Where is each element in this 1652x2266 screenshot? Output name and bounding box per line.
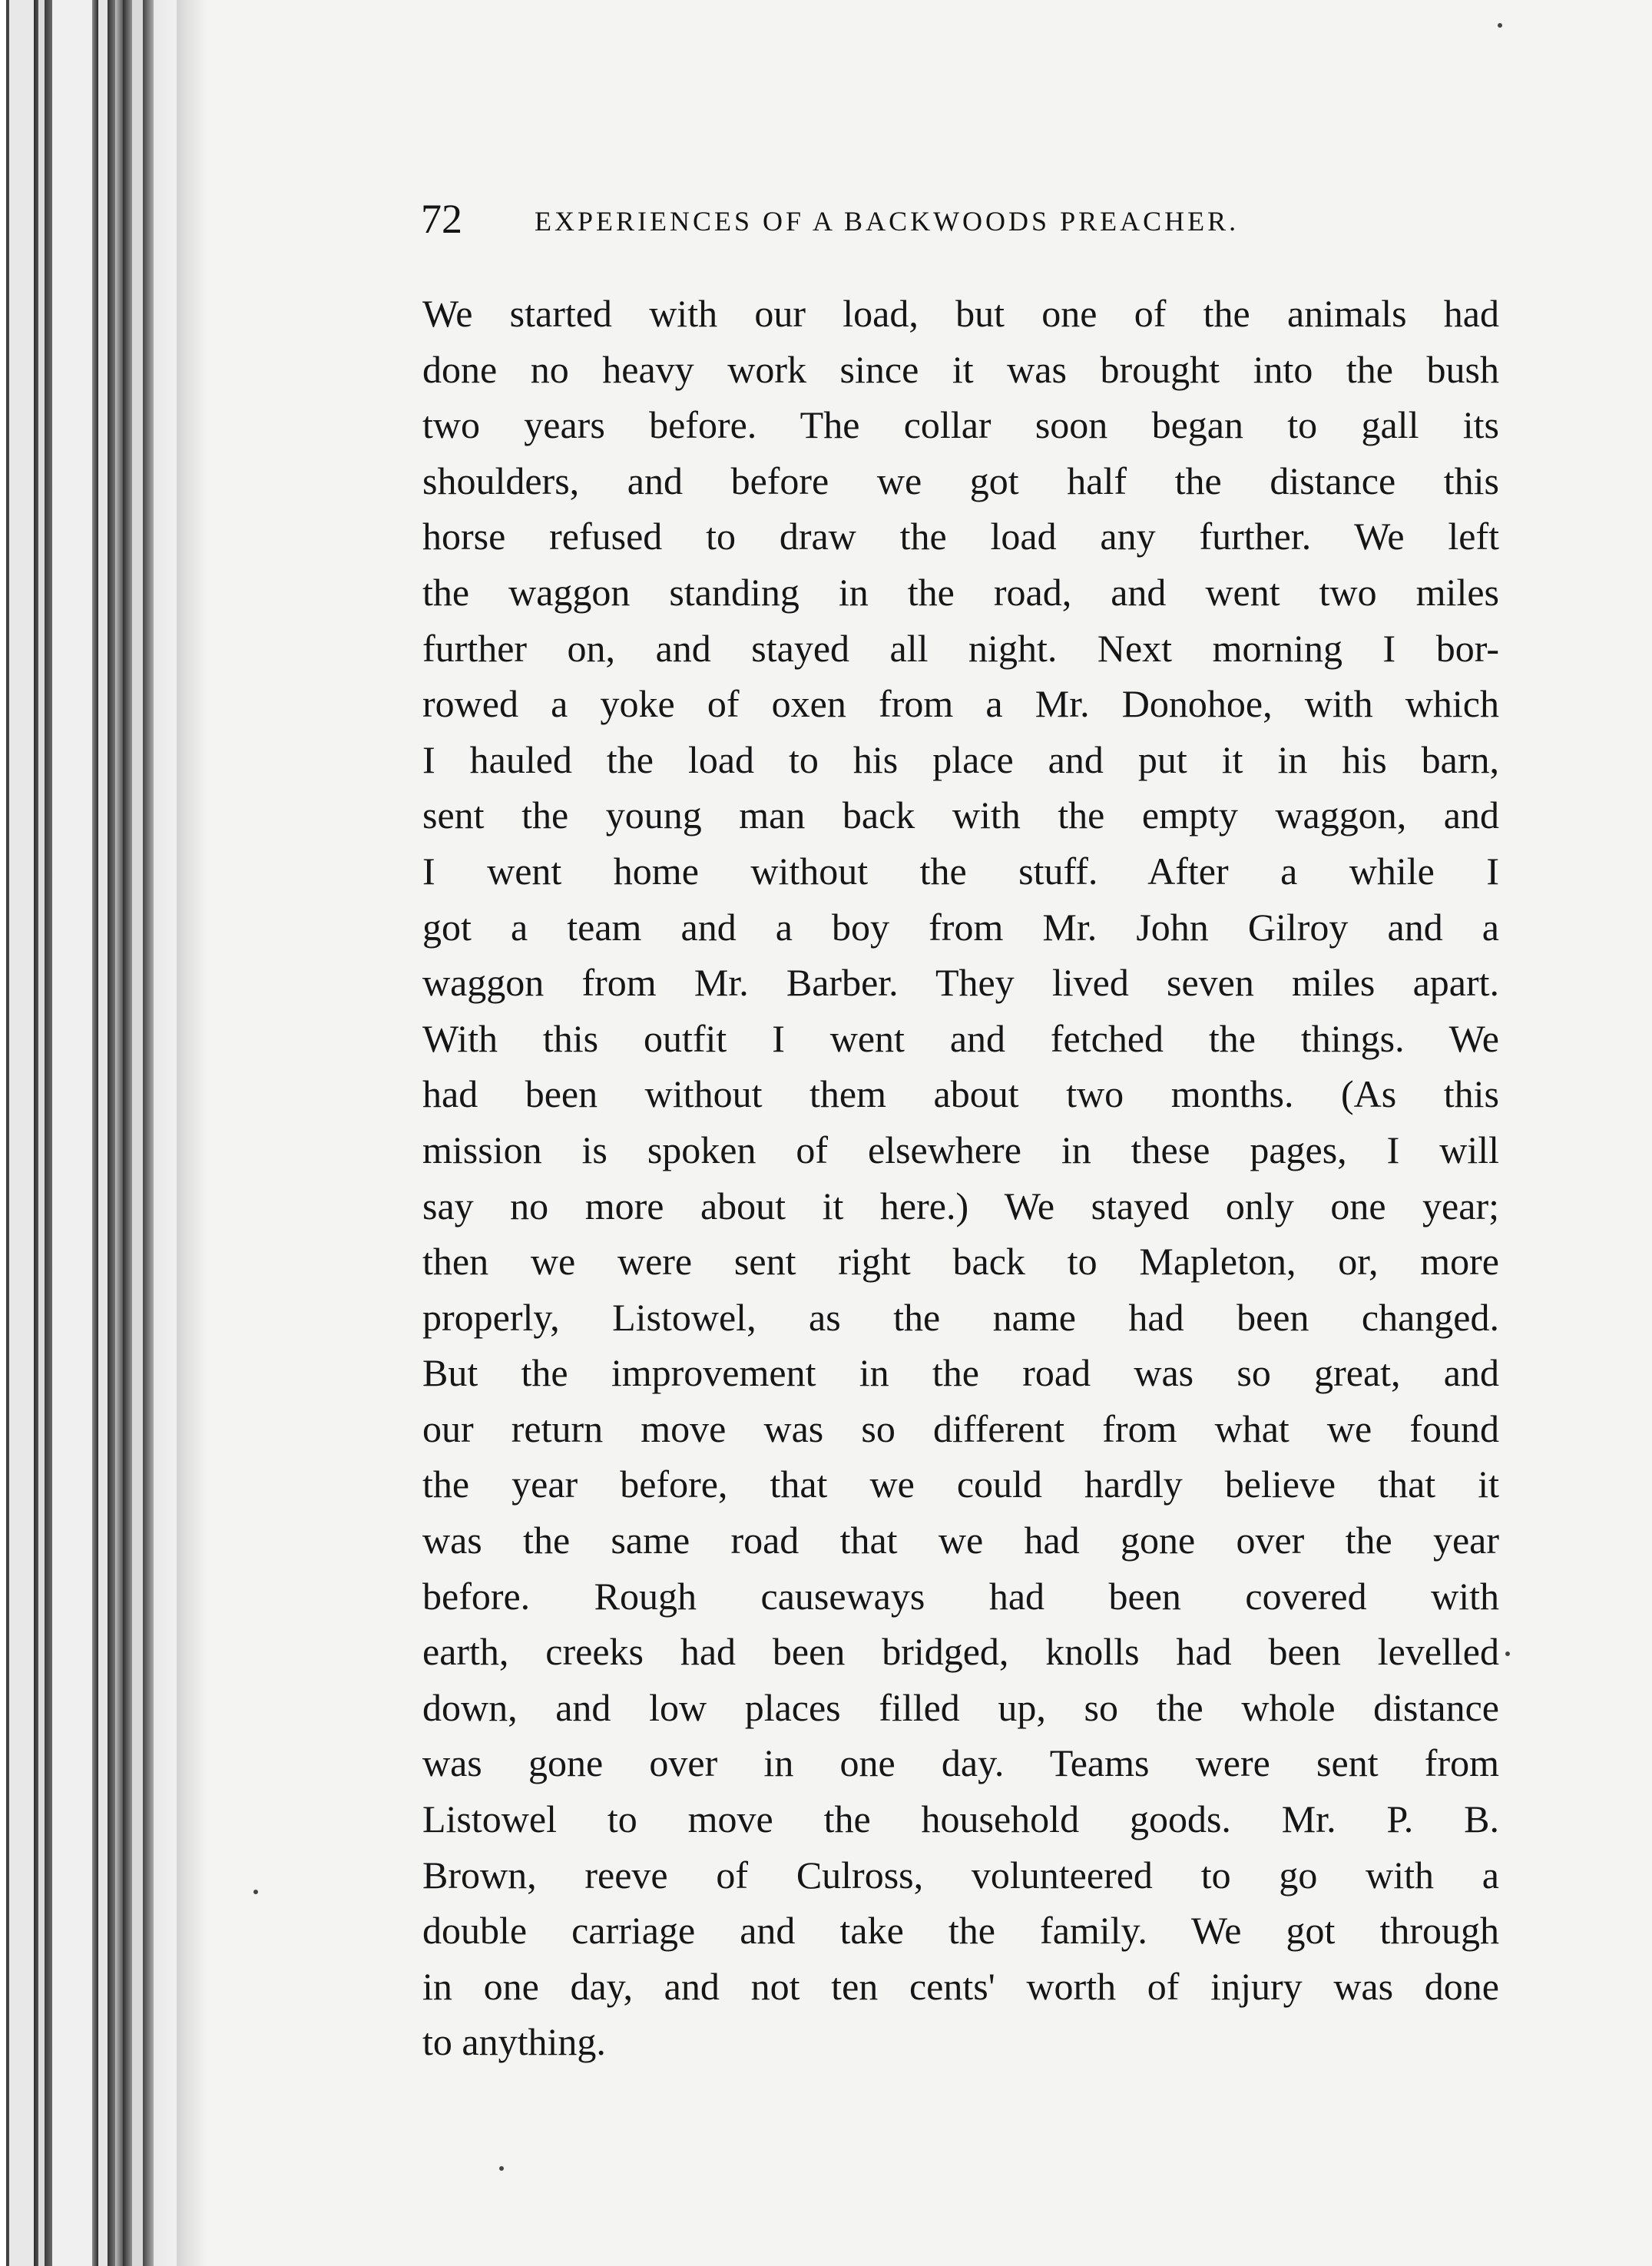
text-line: Listowel to move the household goods. Mr. P. B. (422, 1797, 1499, 1841)
text-line: double carriage and take the family. We got through (422, 1909, 1499, 1953)
running-head (421, 192, 1511, 246)
text-line: to anything. (422, 2020, 606, 2064)
text-line: shoulders, and before we got half the distance this (422, 459, 1499, 502)
text-line: down, and low places filled up, so the whole distance (422, 1685, 1499, 1729)
text-line: We started with our load, but one of the animals had (422, 292, 1499, 335)
text-line: say no more about it here.) We stayed only one year; (422, 1184, 1499, 1227)
text-line: But the improvement in the road was so great, and (422, 1351, 1499, 1395)
text-line: sent the young man back with the empty waggon, and (422, 793, 1499, 837)
text-line: I hauled the load to his place and put it in his barn, (422, 737, 1499, 781)
text-line: in one day, and not ten cents' worth of injury was done (422, 1964, 1499, 2008)
text-line: then we were sent right back to Mapleton, or, more (422, 1240, 1499, 1284)
stacked-page-edges (0, 0, 184, 2266)
page-number: 72 (421, 196, 462, 242)
scan-speck (499, 2166, 504, 2171)
text-line: earth, creeks had been bridged, knolls had been levelled (422, 1630, 1499, 1674)
running-title: EXPERIENCES OF A BACKWOODS PREACHER. (535, 206, 1240, 237)
text-line: the year before, that we could hardly believe that it (422, 1463, 1499, 1506)
text-line: done no heavy work since it was brought into the bush (422, 347, 1499, 391)
text-line: further on, and stayed all night. Next morning I bor- (422, 626, 1499, 670)
text-line: was gone over in one day. Teams were sent from (422, 1741, 1499, 1785)
text-line: waggon from Mr. Barber. They lived seven miles apart. (422, 961, 1499, 1005)
text-line: With this outfit I went and fetched the things. We (422, 1016, 1499, 1060)
text-line: our return move was so different from what we found (422, 1406, 1499, 1450)
text-line: was the same road that we had gone over the year (422, 1519, 1499, 1562)
text-line: the waggon standing in the road, and went two miles (422, 570, 1499, 614)
text-line: Brown, reeve of Culross, volunteered to go with a (422, 1853, 1499, 1897)
text-line: horse refused to draw the load any further. We left (422, 515, 1499, 558)
scan-speck (253, 1890, 258, 1894)
body-text (422, 286, 1499, 2070)
text-line: I went home without the stuff. After a while I (422, 849, 1499, 893)
text-line: mission is spoken of elsewhere in these pages, I will (422, 1128, 1499, 1171)
text-line: rowed a yoke of oxen from a Mr. Donohoe, with which (422, 682, 1499, 726)
text-line: before. Rough causeways had been covered with (422, 1574, 1499, 1618)
text-line: two years before. The collar soon began to gall its (422, 403, 1499, 447)
scan-speck (1498, 23, 1502, 28)
text-line: got a team and a boy from Mr. John Gilroy and a (422, 905, 1499, 949)
text-line: had been without them about two months. (As this (422, 1072, 1499, 1116)
scan-speck (1505, 1651, 1510, 1656)
gutter-shadow (177, 0, 207, 2266)
text-line: properly, Listowel, as the name had been changed. (422, 1295, 1499, 1339)
